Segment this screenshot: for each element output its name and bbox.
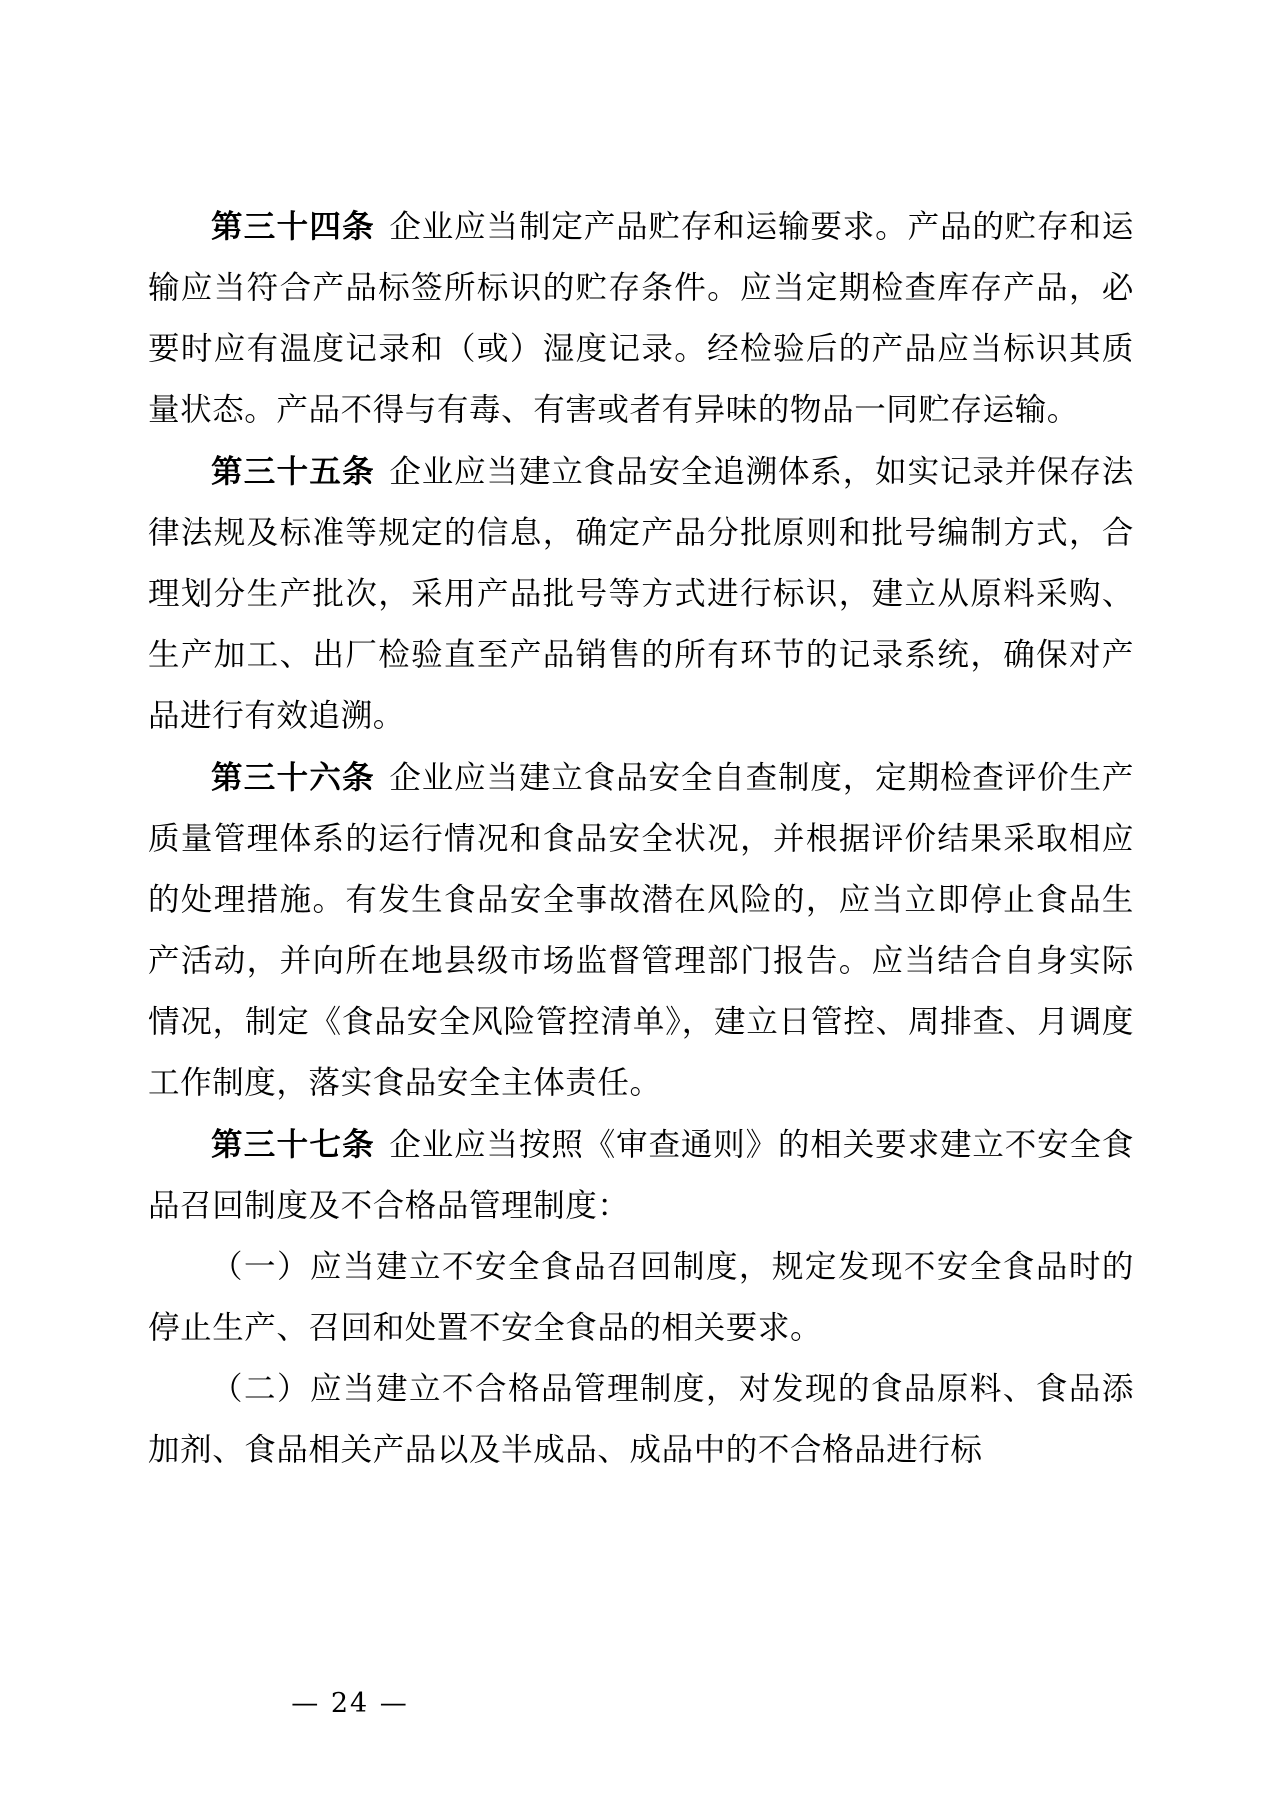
item-text-1: （一）应当建立不安全食品召回制度，规定发现不安全食品时的停止生产、召回和处置不安全食品的相关要求。 xyxy=(148,1249,1134,1346)
paragraph-item-2 xyxy=(148,1359,1134,1481)
page-footer xyxy=(0,1688,1280,1719)
article-text-35: 企业应当建立食品安全追溯体系，如实记录并保存法律法规及标准等规定的信息，确定产品分批原则和批号编制方式，合理划分生产批次，采用产品批号等方式进行标识，建立从原料采购、生产加工、出厂检验直至产品销售的所有环节的记录系统，确保对产品进行有效追溯。 xyxy=(148,454,1134,734)
document-body xyxy=(148,196,1134,1481)
article-label-37: 第三十七条 xyxy=(211,1126,375,1163)
paragraph-article-35 xyxy=(148,441,1134,747)
paragraph-article-37 xyxy=(148,1114,1134,1237)
article-label-35: 第三十五条 xyxy=(211,453,375,490)
paragraph-article-36 xyxy=(148,747,1134,1114)
paragraph-article-34 xyxy=(148,196,1134,441)
article-text-34: 企业应当制定产品贮存和运输要求。产品的贮存和运输应当符合产品标签所标识的贮存条件。应当定期检查库存产品，必要时应有温度记录和（或）湿度记录。经检验后的产品应当标识其质量状态。产品不得与有毒、有害或者有异味的物品一同贮存运输。 xyxy=(148,209,1134,428)
article-label-36: 第三十六条 xyxy=(211,759,375,796)
page-number: — 24 — xyxy=(291,1688,409,1719)
article-text-37: 企业应当按照《审查通则》的相关要求建立不安全食品召回制度及不合格品管理制度： xyxy=(148,1127,1134,1224)
paragraph-item-1 xyxy=(148,1237,1134,1359)
item-text-2: （二）应当建立不合格品管理制度，对发现的食品原料、食品添加剂、食品相关产品以及半成品、成品中的不合格品进行标 xyxy=(148,1371,1134,1468)
article-label-34: 第三十四条 xyxy=(211,208,375,245)
article-text-36: 企业应当建立食品安全自查制度，定期检查评价生产质量管理体系的运行情况和食品安全状况，并根据评价结果采取相应的处理措施。有发生食品安全事故潜在风险的，应当立即停止食品生产活动，并向所在地县级市场监督管理部门报告。应当结合自身实际情况，制定《食品安全风险管控清单》，建立日管控、周排查、月调度工作制度，落实食品安全主体责任。 xyxy=(148,760,1134,1101)
